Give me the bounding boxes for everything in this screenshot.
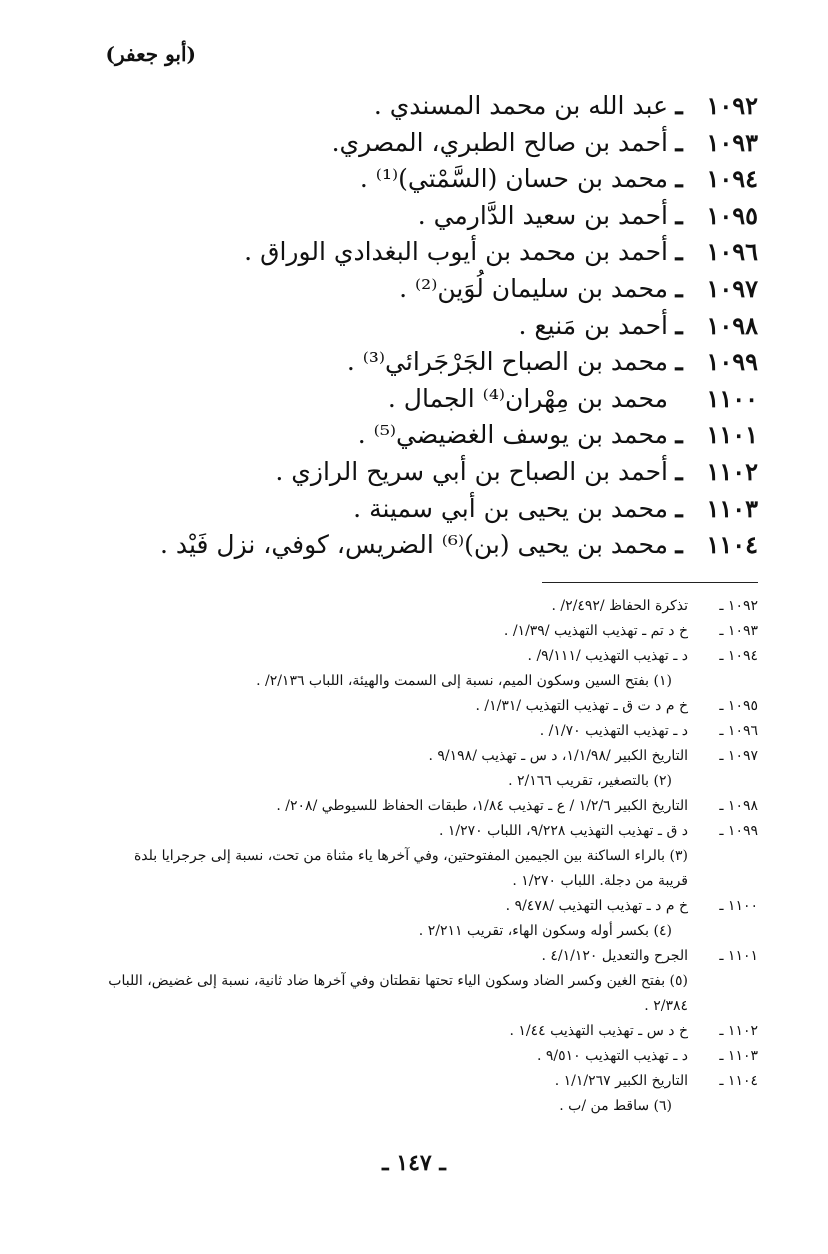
entry-row <box>98 271 758 308</box>
entry-row <box>98 454 758 491</box>
reference-text: تذكرة الحفاظ /٢/٤٩٢/ . <box>551 598 688 614</box>
entry-number: ١٠٩٣ <box>706 127 758 157</box>
reference-line <box>108 694 758 719</box>
entry-name: أحمد بن محمد بن أيوب البغدادي الوراق . <box>244 237 668 267</box>
reference-line <box>108 1019 758 1044</box>
reference-number: ١١٠١ ـ <box>719 948 758 964</box>
entry-dash: ـ <box>675 420 683 450</box>
entry-name: محمد بن يحيى بن أبي سمينة . <box>353 493 668 523</box>
entry-dash: ـ <box>675 127 683 157</box>
entry-row <box>98 491 758 528</box>
entry-dash: ـ <box>675 200 683 230</box>
entry-row <box>98 198 758 235</box>
footnote-separator <box>542 582 758 583</box>
reference-number: ١٠٩٩ ـ <box>719 823 758 839</box>
entry-name: عبد الله بن محمد المسندي . <box>373 91 668 120</box>
reference-number: ١١٠٠ ـ <box>719 898 758 914</box>
entry-name: محمد بن يحيى (بن)⁽⁶⁾ الضريس، كوفي، نزل فَيْد . <box>159 530 668 560</box>
entry-name: محمد بن سليمان لُوَين⁽²⁾ . <box>399 273 668 303</box>
reference-text: خ م د ت ق ـ تهذيب التهذيب /١/٣١/ . <box>475 698 688 714</box>
footnote: (٢) بالتصغير، تقريب ٢/١٦٦ . <box>508 773 672 789</box>
entry-number: ١١٠٢ <box>706 456 758 486</box>
reference-text: د ـ تهذيب التهذيب ١/٧٠/ . <box>539 723 688 739</box>
entry-number: ١٠٩٩ <box>706 347 758 377</box>
reference-line <box>108 744 758 769</box>
entry-dash: ـ <box>675 164 683 194</box>
reference-text: التاريخ الكبير /١/١/٩٨، د س ـ تهذيب /٩/١٩٨ . <box>428 748 688 764</box>
entry-number: ١١٠٤ <box>706 530 758 560</box>
reference-number: ١٠٩٧ ـ <box>719 748 758 764</box>
reference-number: ١١٠٢ ـ <box>719 1023 758 1039</box>
entry-name: أحمد بن مَنيع . <box>518 310 668 340</box>
entry-number: ١٠٩٢ <box>706 91 758 120</box>
entry-row <box>98 381 758 418</box>
entry-dash: ـ <box>675 310 683 340</box>
entry-number: ١٠٩٥ <box>706 200 758 230</box>
entry-dash: ـ <box>675 273 683 303</box>
entry-dash: ـ <box>675 347 683 377</box>
reference-number: ١٠٩٨ ـ <box>719 798 758 814</box>
reference-number: ١١٠٣ ـ <box>719 1048 758 1064</box>
reference-number: ١٠٩٦ ـ <box>719 723 758 739</box>
reference-line <box>108 894 758 919</box>
reference-line <box>108 1069 758 1094</box>
entry-number: ١٠٩٨ <box>706 310 758 340</box>
entry-row <box>98 417 758 454</box>
reference-text: التاريخ الكبير ١/٢/٦ / ع ـ تهذيب ١/٨٤، طبقات الحفاظ للسيوطي /٢٠٨/ . <box>276 798 688 814</box>
reference-text: خ د تم ـ تهذيب التهذيب /١/٣٩/ . <box>503 623 688 639</box>
reference-line <box>108 594 758 619</box>
entry-name: أحمد بن سعيد الدَّارمي . <box>417 200 668 230</box>
reference-line <box>108 794 758 819</box>
entry-number: ١١٠٣ <box>706 493 758 523</box>
footnote: (٥) بفتح الغين وكسر الضاد وسكون الياء تحتها نقطتان وفي آخرها ضاد ثانية، نسبة إلى غضيض، اللباب ٢/٣٨٤ . <box>108 973 688 1014</box>
reference-number: ١٠٩٥ ـ <box>719 698 758 714</box>
footnote: (٣) بالراء الساكنة بين الجيمين المفتوحتين، وفي آخرها ياء مثناة من تحت، نسبة إلى جرجرايا بلدة قريبة من دجلة. اللباب ١/٢٧٠ . <box>133 848 688 889</box>
entry-row <box>98 88 758 125</box>
entry-row <box>98 125 758 162</box>
reference-text: خ د س ـ تهذيب التهذيب ١/٤٤ . <box>509 1023 688 1039</box>
entry-number: ١١٠٠ <box>706 383 758 413</box>
reference-number: ١٠٩٢ ـ <box>719 598 758 614</box>
entry-number: ١٠٩٧ <box>706 273 758 303</box>
entry-name: أحمد بن الصباح بن أبي سريح الرازي . <box>275 456 668 486</box>
footnotes <box>108 594 758 1119</box>
entry-name: محمد بن مِهْران⁽⁴⁾ الجمال . <box>387 383 668 413</box>
reference-text: د ق ـ تهذيب التهذيب ٩/٢٢٨، اللباب ١/٢٧٠ . <box>438 823 688 839</box>
entry-name: محمد بن حسان (السَّمْتي)⁽¹⁾ . <box>359 164 668 194</box>
reference-line <box>108 944 758 969</box>
entry-name: محمد بن يوسف الغضيضي⁽⁵⁾ . <box>357 420 668 450</box>
reference-text: د ـ تهذيب التهذيب ٩/٥١٠ . <box>536 1048 688 1064</box>
entry-dash: ـ <box>675 530 683 560</box>
running-header: (أبو جعفر) <box>105 42 196 66</box>
page-number: ـ ١٤٧ ـ <box>382 1150 446 1176</box>
entry-dash: ـ <box>675 456 683 486</box>
reference-text: خ م د ـ تهذيب التهذيب /٩/٤٧٨ . <box>505 898 688 914</box>
entry-row <box>98 234 758 271</box>
reference-line <box>108 644 758 669</box>
reference-text: الجرح والتعديل ٤/١/١٢٠ . <box>541 948 688 964</box>
entry-number: ١٠٩٦ <box>706 237 758 267</box>
footnote: (٤) بكسر أوله وسكون الهاء، تقريب ٢/٢١١ . <box>418 923 672 939</box>
reference-text: التاريخ الكبير ١/١/٢٦٧ . <box>554 1073 688 1089</box>
reference-number: ١٠٩٤ ـ <box>719 648 758 664</box>
reference-line <box>108 719 758 744</box>
reference-line <box>108 619 758 644</box>
reference-line <box>108 819 758 844</box>
entry-row <box>98 527 758 564</box>
reference-number: ١٠٩٣ ـ <box>719 623 758 639</box>
reference-number: ١١٠٤ ـ <box>719 1073 758 1089</box>
reference-text: د ـ تهذيب التهذيب /٩/١١١/ . <box>527 648 688 664</box>
entry-number: ١٠٩٤ <box>706 164 758 194</box>
entry-dash: ـ <box>675 493 683 523</box>
entry-dash: ـ <box>675 237 683 267</box>
footnote: (١) بفتح السين وسكون الميم، نسبة إلى السمت والهيئة، اللباب ٢/١٣٦/ . <box>256 673 672 689</box>
footnote: (٦) ساقط من /ب . <box>559 1098 672 1114</box>
entry-number: ١١٠١ <box>706 420 758 450</box>
entry-dash: ـ <box>675 91 683 120</box>
entry-row <box>98 161 758 198</box>
entry-row <box>98 308 758 345</box>
biography-entries <box>98 88 758 564</box>
entry-row <box>98 344 758 381</box>
entry-name: محمد بن الصباح الجَرْجَرائي⁽³⁾ . <box>346 347 668 377</box>
entry-name: أحمد بن صالح الطبري، المصري. <box>331 127 668 157</box>
reference-line <box>108 1044 758 1069</box>
